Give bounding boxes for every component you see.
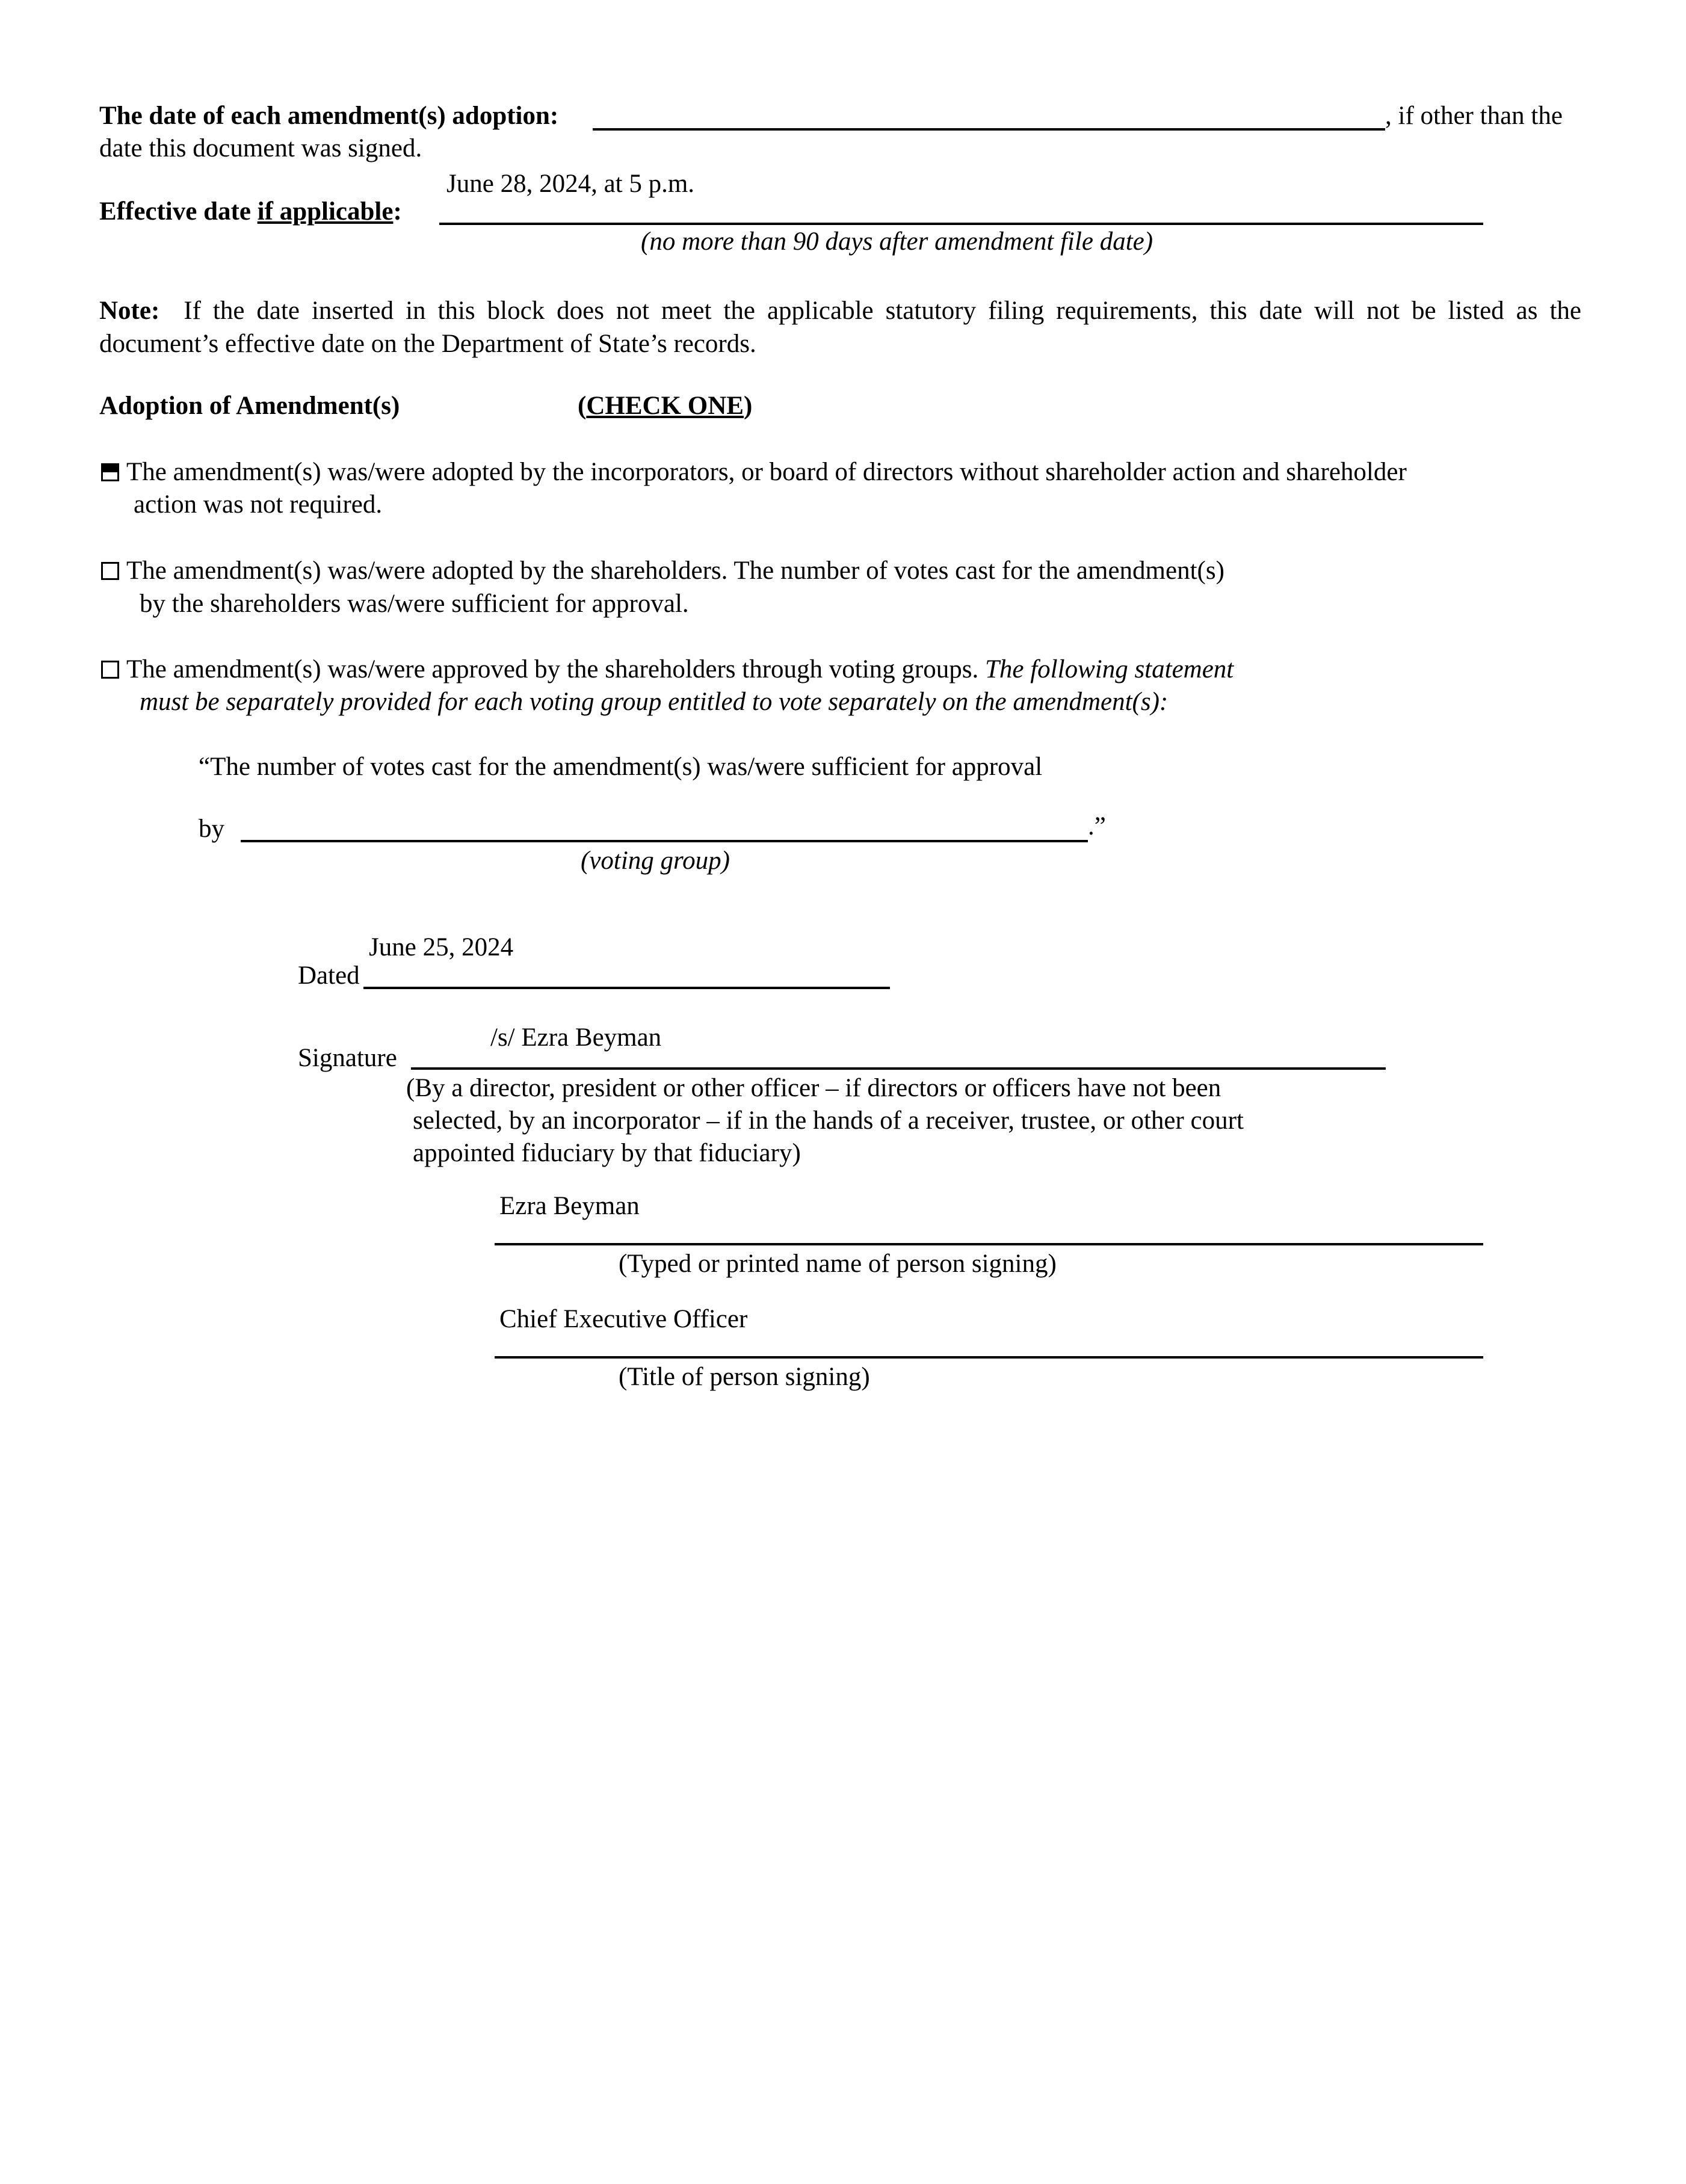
effective-date-label: Effective date if applicable: [99, 197, 402, 226]
note-line2: document’s effective date on the Department of State’s records. [99, 330, 756, 358]
printed-name-hint: (Typed or printed name of person signing) [619, 1250, 1057, 1278]
effective-date-line[interactable] [439, 223, 1483, 225]
adoption-option-1-cont: action was not required. [134, 490, 383, 519]
amendment-date-line[interactable] [593, 128, 1385, 131]
adoption-option-2-cont: by the shareholders was/were sufficient for approval. [140, 590, 689, 618]
amendment-date-continuation: date this document was signed. [99, 134, 422, 162]
signer-note-line3: appointed fiduciary by that fiduciary) [413, 1139, 801, 1167]
effective-date-hint: (no more than 90 days after amendment file date) [641, 227, 1153, 256]
signature-value: /s/ Ezra Beyman [490, 1023, 662, 1052]
signer-title-line[interactable] [495, 1356, 1483, 1359]
adoption-option-2: The amendment(s) was/were adopted by the shareholders. The number of votes cast for the amendment(s) [101, 555, 1224, 587]
voting-statement: “The number of votes cast for the amendment(s) was/were sufficient for approval [199, 753, 1043, 781]
voting-group-hint: (voting group) [581, 847, 730, 875]
dated-label: Dated [298, 961, 360, 990]
signer-note-line1: (By a director, president or other officer – if directors or officers have not been [406, 1074, 1221, 1102]
option-3-checkbox[interactable] [101, 661, 119, 679]
signer-title: Chief Executive Officer [499, 1305, 748, 1333]
signature-label: Signature [298, 1044, 397, 1072]
signature-line[interactable] [411, 1067, 1386, 1070]
voting-by-label: by [199, 815, 224, 843]
check-one-instruction: (CHECK ONE) [578, 392, 753, 420]
amendment-date-label: The date of each amendment(s) adoption: [99, 102, 559, 130]
adoption-heading: Adoption of Amendment(s) [99, 392, 400, 420]
signer-note-line2: selected, by an incorporator – if in the hands of a receiver, trustee, or other court [413, 1106, 1244, 1135]
dated-line[interactable] [363, 987, 890, 989]
voting-statement-closing: .” [1088, 812, 1106, 841]
adoption-option-3: The amendment(s) was/were approved by the shareholders through voting groups. The following statement [101, 653, 1234, 686]
option-1-checkbox[interactable] [101, 463, 119, 481]
printed-name-line[interactable] [495, 1243, 1483, 1245]
printed-name: Ezra Beyman [499, 1192, 640, 1220]
adoption-option-3-cont: must be separately provided for each voting group entitled to vote separately on the amendment(s): [140, 688, 1169, 716]
amendment-date-suffix: , if other than the [1385, 102, 1563, 130]
option-2-checkbox[interactable] [101, 562, 119, 580]
effective-date-value: June 28, 2024, at 5 p.m. [446, 170, 695, 198]
dated-value: June 25, 2024 [369, 933, 514, 961]
voting-group-line[interactable] [241, 840, 1088, 842]
signer-title-hint: (Title of person signing) [619, 1363, 870, 1391]
note-line1: Note: If the date inserted in this block does not meet the applicable statutory filing requirements, this date will not be listed as the [99, 297, 1581, 325]
adoption-option-1: The amendment(s) was/were adopted by the incorporators, or board of directors without shareholder action and shareholder [101, 456, 1407, 489]
